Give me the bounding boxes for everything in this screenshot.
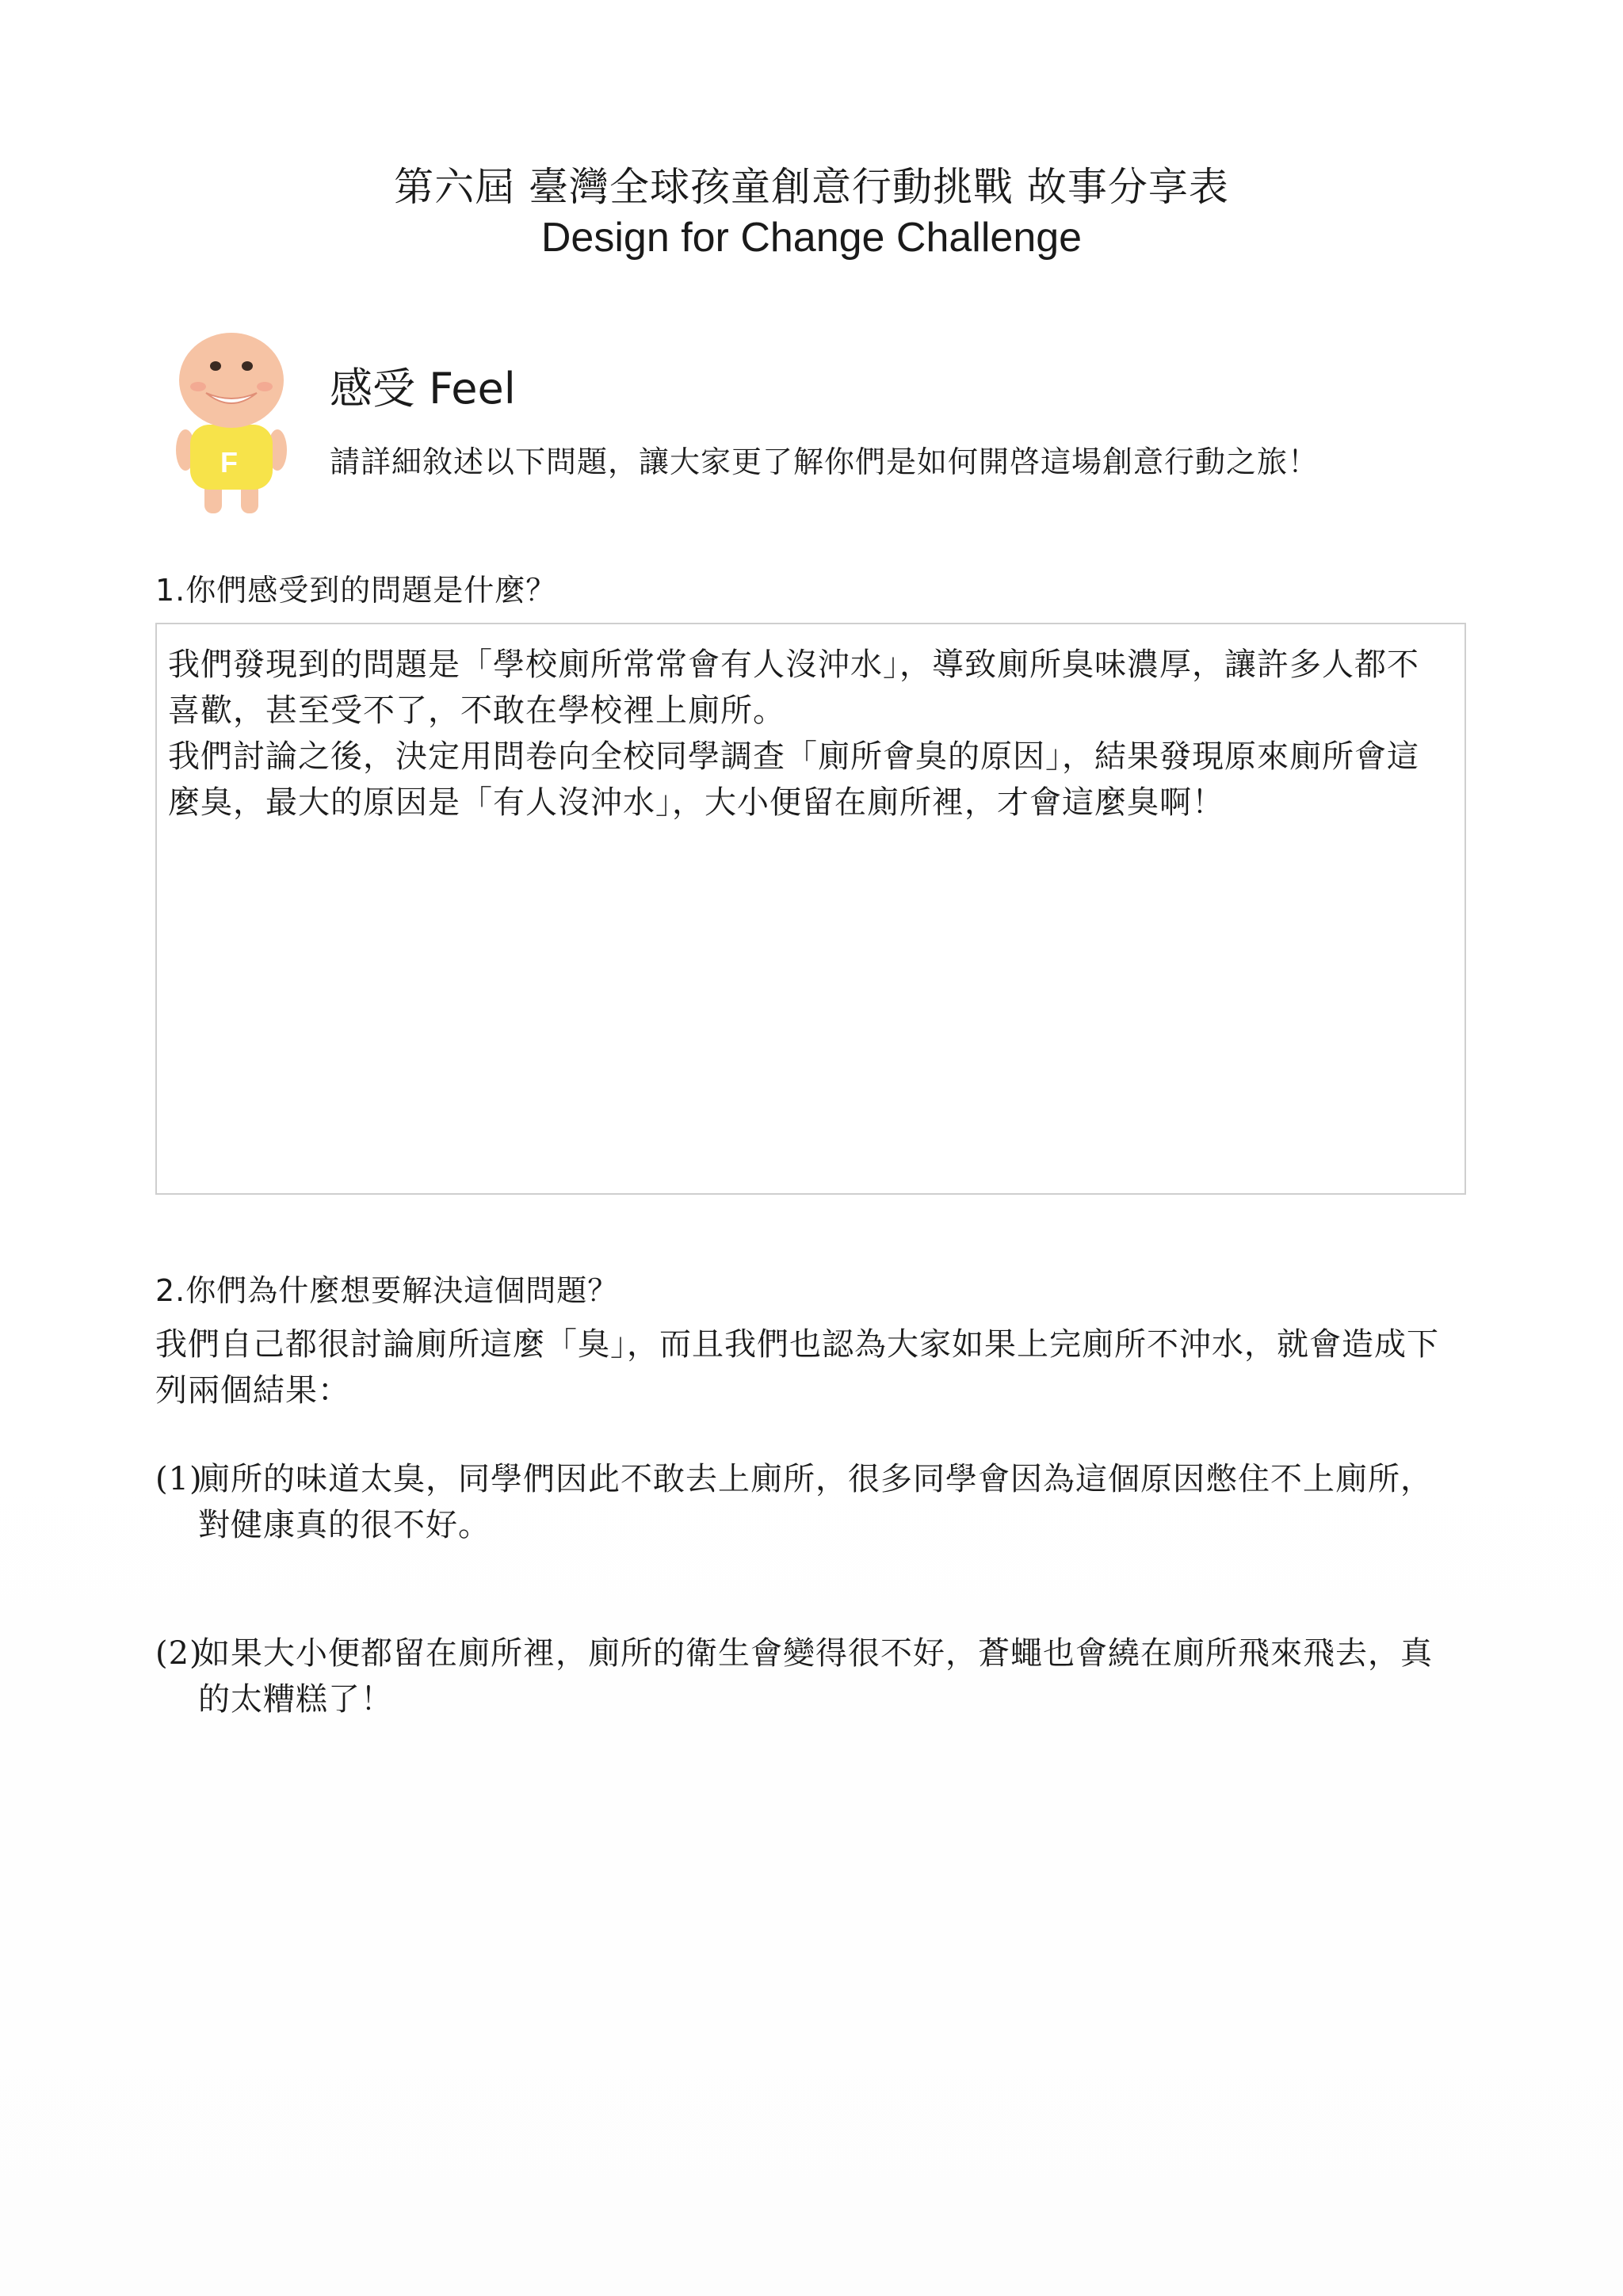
feel-mascot-icon bbox=[168, 331, 295, 521]
document-title: 第六屆 臺灣全球孩童創意行動挑戰 故事分享表 bbox=[394, 164, 1229, 210]
list-item-line: 廁所的味道太臭，同學們因此不敢去上廁所，很多同學會因為這個原因憋住不上廁所， bbox=[198, 1461, 1433, 1497]
question-2-label: 2.你們為什麼想要解決這個問題？ bbox=[155, 1273, 619, 1308]
list-item-number: (1) bbox=[155, 1461, 203, 1497]
list-item-line: 的太糟糕了！ bbox=[198, 1681, 393, 1718]
list-item-line: 對健康真的很不好。 bbox=[198, 1507, 491, 1543]
question-2-intro-line: 列兩個結果： bbox=[155, 1372, 350, 1409]
feel-instruction: 請詳細敘述以下問題，讓大家更了解你們是如何開啓這場創意行動之旅！ bbox=[330, 444, 1319, 479]
answer-line: 我們發現到的問題是「學校廁所常常會有人沒沖水」，導致廁所臭味濃厚，讓許多人都不 bbox=[168, 646, 1419, 683]
question-1-answer-box bbox=[155, 623, 1466, 1195]
question-2-intro-line: 我們自己都很討論廁所這麼「臭」，而且我們也認為大家如果上完廁所不沖水，就會造成下 bbox=[155, 1326, 1439, 1363]
mascot-shirt-letter: F bbox=[220, 446, 238, 479]
feel-heading: 感受 Feel bbox=[330, 364, 516, 414]
list-item-number: (2) bbox=[155, 1635, 203, 1672]
list-item bbox=[155, 1630, 1471, 1722]
list-item-line: 如果大小便都留在廁所裡，廁所的衛生會變得很不好，蒼蠅也會繞在廁所飛來飛去，真 bbox=[198, 1635, 1433, 1672]
question-1-label: 1.你們感受到的問題是什麼？ bbox=[155, 573, 557, 608]
document-subtitle: Design for Change Challenge bbox=[540, 215, 1083, 261]
answer-line: 我們討論之後，決定用問卷向全校同學調查「廁所會臭的原因」，結果發現原來廁所會這 bbox=[168, 738, 1419, 775]
answer-line: 麼臭，最大的原因是「有人沒沖水」，大小便留在廁所裡，才會這麼臭啊！ bbox=[168, 784, 1224, 821]
list-item bbox=[155, 1456, 1471, 1548]
answer-line: 喜歡，甚至受不了，不敢在學校裡上廁所。 bbox=[168, 692, 785, 729]
